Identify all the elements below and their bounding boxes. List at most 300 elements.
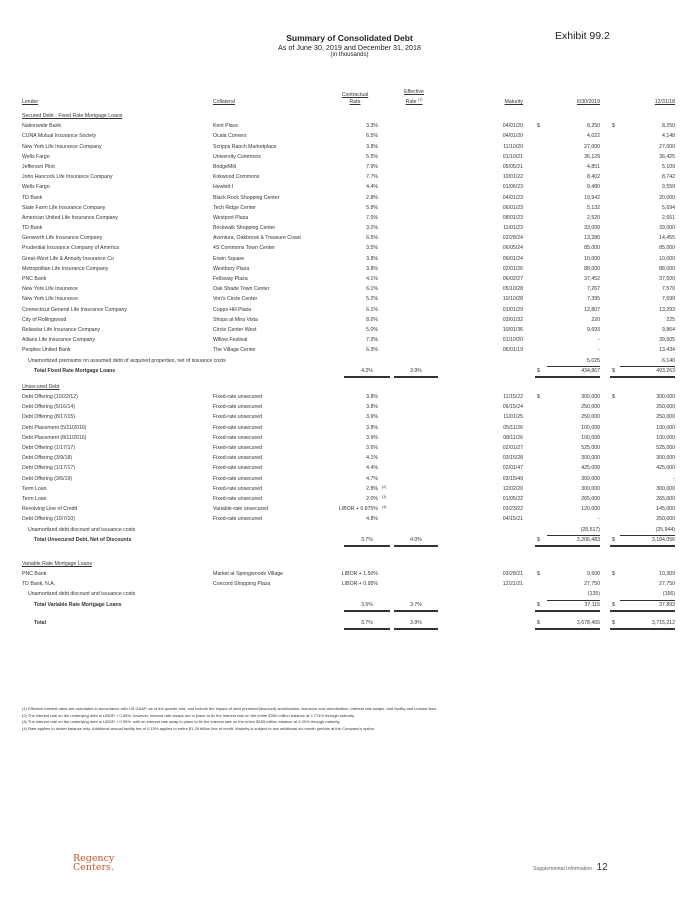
value-2019-cell: 300,000 [581,485,600,492]
value-2018-cell: 225 [666,316,675,323]
rate-cell: 5.2% [366,296,378,303]
maturity-cell: 01/10/20 [502,337,523,344]
collateral-cell: Aventura, Oakbrook & Treasure Coast [213,235,301,242]
collateral-cell: Concord Shopping Plaza [213,581,271,588]
table-row [22,569,677,579]
value-2019-cell: - [598,347,600,354]
value-2019-cell: 5,132 [587,204,600,211]
lender-cell: Genworth Life Insurance Company [22,235,103,242]
rate-cell: 7.3% [366,337,378,344]
collateral-cell: Brickwalk Shopping Center [213,225,276,232]
table-row [22,193,677,203]
table-row [22,162,677,172]
rate-cell: 6.1% [366,286,378,293]
collateral-cell: Westport Plaza [213,214,249,221]
lender-cell: City of Rollingwood [22,316,67,323]
value-2018-cell: 36,425 [659,153,675,160]
table-row [22,484,677,494]
lender-cell: Allianz Life Insurance Company [22,337,95,344]
value-2019-cell: 27,750 [584,581,600,588]
value-2018-cell: 145,000 [656,506,675,513]
adjustment-2018: 6,140 [620,356,675,367]
value-2019-cell: 36,129 [584,153,600,160]
dollar-sign: $ [612,367,615,374]
lender-cell: Revolving Line of Credit [22,506,78,513]
maturity-cell: 01/06/23 [502,184,523,191]
value-2019-cell: 220 [591,316,600,323]
collateral-cell: Fixed-rate unsecured [213,404,263,411]
header-effective-note: (1) [418,97,423,102]
value-2019-cell: 13,280 [584,235,600,242]
header-lender: Lender [22,99,39,105]
total-2019: 434,867 [535,366,600,378]
grand-total-2019: 3,678,465 [535,618,600,630]
value-2019-cell: 8,250 [587,123,600,130]
total-label: Total Fixed Rate Mortgage Loans [34,367,116,374]
dollar-sign: $ [537,571,540,578]
total-2018: 3,184,056 [610,535,675,547]
section-heading: Unsecured Debt [22,383,60,390]
maturity-cell: 09/01/24 [502,255,523,262]
table-row [22,213,677,223]
header-2018: 12/31/18 [654,99,675,105]
lender-cell: TD Bank [22,194,43,201]
collateral-cell: Fixed-rate unsecured [213,475,263,482]
value-2019-cell: - [598,516,600,523]
rate-cell: 4.1% [366,455,378,462]
maturity-cell: 11/10/20 [503,143,523,150]
maturity-cell: 06/01/19 [502,347,523,354]
lender-cell: American United Life Insurance Company [22,214,119,221]
maturity-cell: 11/01/25 [503,414,523,421]
lender-cell: Reliastar Life Insurance Company [22,326,101,333]
rate-cell: 5.8% [366,204,378,211]
page-label: Supplemental Information [533,866,593,872]
value-2019-cell: 10,000 [584,255,600,262]
adjustment-row [22,356,677,366]
table-row [22,182,677,192]
collateral-cell: Black Rock Shopping Center [213,194,280,201]
value-2019-cell: 88,000 [584,265,600,272]
table-row [22,121,677,131]
lender-cell: TD Bank [22,225,43,232]
dollar-sign: $ [612,536,615,543]
grand-total-effective-rate: 3.9% [394,618,438,630]
rate-cell: 3.5% [366,245,378,252]
value-2019-cell: 19,942 [584,194,600,201]
collateral-cell: Fixed-rate unsecured [213,495,263,502]
footnote: (3) The interest rate on the underlying debt is LIBOR + 0.95%, with an interest rate swap in place to fix the interest rate on the entire $265 million balance at 2.00% through maturity. [22,719,341,724]
value-2019-cell: 7,267 [587,286,600,293]
rate-cell: 3.8% [366,265,378,272]
table-row [22,274,677,284]
table-row [22,494,677,504]
collateral-cell: Shops at Mira Vista [213,316,258,323]
value-2018-cell: 39,505 [659,337,675,344]
maturity-cell: 01/01/29 [502,306,523,313]
lender-cell: New York Life Insurance [22,286,78,293]
section-heading: Variable Rate Mortgage Loans [22,560,92,567]
adjustment-2019: (135) [547,589,600,600]
lender-cell: State Farm Life Insurance Company [22,204,106,211]
table-row [22,142,677,152]
lender-cell: Debt Offering (3/6/19) [22,475,73,482]
lender-cell: New York Life Insurance [22,296,78,303]
value-2018-cell: 13,434 [659,347,675,354]
lender-cell: Debt Offering (8/17/15) [22,414,75,421]
lender-cell: Wells Fargo [22,153,50,160]
dollar-sign: $ [537,601,540,608]
collateral-cell: Erwin Square [213,255,245,262]
value-2018-cell: 20,000 [659,194,675,201]
table-row [22,315,677,325]
rate-cell: 3.6% [366,445,378,451]
lender-cell: John Hancock Life Insurance Company [22,174,113,181]
value-2019-cell: 120,000 [581,506,600,513]
maturity-cell: 02/01/47 [502,465,523,472]
maturity-cell: 02/01/26 [502,265,523,272]
value-2018-cell: 100,000 [656,434,675,441]
total-row [22,366,677,376]
lender-cell: Connecticut General Life Insurance Company [22,306,127,313]
lender-cell: Jefferson Pilot [22,163,55,170]
value-2018-cell: 8,250 [662,123,675,130]
lender-cell: Metropolitan Life Insurance Company [22,265,109,272]
value-2019-cell: 300,000 [581,455,600,462]
maturity-cell: 11/01/23 [503,225,523,232]
rate-cell: 3.8% [366,424,378,431]
rate-cell: 4.1% [366,276,378,282]
section-title [22,111,677,121]
value-2019-cell: 4,022 [587,133,600,140]
table-row [22,203,677,213]
header-effective-line1: Effective [404,89,424,96]
footnote-ref: (3) [382,494,387,499]
collateral-cell: Kent Place [213,123,239,130]
value-2019-cell: 4,851 [587,163,600,170]
collateral-cell: Variable-rate unsecured [213,506,268,513]
table-row [22,335,677,345]
lender-cell: Debt Offering (5/16/14) [22,404,75,411]
rate-cell: 5.0% [366,326,378,333]
table-row [22,514,677,524]
adjustment-row [22,589,677,599]
value-2018-cell: 2,651 [662,214,675,221]
maturity-cell: 06/01/23 [502,204,523,211]
rate-cell: 6.5% [366,133,378,140]
table-row [22,412,677,422]
dollar-sign: $ [537,394,540,401]
total-2018: 37,893 [610,600,675,612]
table-row [22,463,677,473]
header-effective-rate [393,89,435,106]
header-contractual-line2: Rate [349,99,361,105]
rate-cell: 3.8% [366,394,378,401]
lender-cell: Great-West Life & Annuity Insurance Co [22,255,114,262]
value-2018-cell: 250,000 [656,404,675,411]
table-row [22,305,677,315]
collateral-cell: The Village Center [213,347,256,354]
value-2018-cell: 300,000 [656,394,675,401]
maturity-cell: 02/28/24 [502,235,523,242]
value-2019-cell: 12,807 [584,306,600,313]
table-row [22,345,677,355]
value-2019-cell: 525,000 [581,445,600,451]
value-2019-cell: 7,395 [587,296,600,303]
collateral-cell: Fixed-rate unsecured [213,434,263,441]
collateral-cell: 4S Commons Town Center [213,245,275,252]
maturity-cell: 03/15/28 [502,455,523,462]
lender-cell: Nationwide Bank [22,123,61,130]
value-2019-cell: - [598,337,600,344]
maturity-cell: 08/01/23 [502,214,523,221]
collateral-cell: Westbury Plaza [213,265,250,272]
maturity-cell: 01/10/21 [502,153,523,160]
collateral-cell: Oak Shade Town Center [213,286,270,293]
total-2019: 3,206,483 [535,535,600,547]
section-title [22,559,677,569]
collateral-cell: Fixed-rate unsecured [213,424,263,431]
collateral-cell: Kirkwood Commons [213,174,260,181]
value-2018-cell: 300,000 [656,485,675,492]
logo-line1: Regency [73,853,115,864]
maturity-cell: 06/05/24 [502,245,523,252]
rate-cell: 5.5% [366,153,378,160]
footnote-ref: (2) [382,484,387,489]
debt-table [22,84,677,628]
rate-cell: 3.3% [366,123,378,130]
dollar-sign: $ [537,367,540,374]
value-2018-cell: 300,000 [656,455,675,462]
maturity-cell: 04/01/23 [502,194,523,201]
collateral-cell: Fixed-rate unsecured [213,414,263,421]
logo-line2: Centers. [73,862,114,873]
section-title [22,382,677,392]
table-row [22,443,677,453]
table-row [22,453,677,463]
value-2018-cell: 5,694 [662,204,675,211]
collateral-cell: Ocala Corners [213,133,247,140]
dollar-sign: $ [612,619,615,626]
rate-cell: 3.8% [366,255,378,262]
header-2019: 6/30/2019 [576,99,600,105]
rate-cell: 6.3% [366,347,378,354]
collateral-cell: Von's Circle Center [213,296,258,303]
maturity-cell: 10/01/36 [502,326,523,333]
value-2018-cell: 265,000 [656,495,675,502]
maturity-cell: 05/10/28 [502,286,523,293]
lender-cell: Wells Fargo [22,184,50,191]
maturity-cell: 10/01/22 [502,174,523,181]
lender-cell: PNC Bank [22,571,47,578]
table-row [22,294,677,304]
footnote: (1) Effective interest rates are calculated in accordance with US GAAP, as of the quarter end, and include the impact of debt premium/(discount) amortization, issuance cost amortization, interest rate swaps, and facility and unused fees. [22,706,438,711]
lender-cell: Debt Offering (10/22/12) [22,394,78,401]
maturity-cell: 06/02/27 [502,276,523,282]
value-2018-cell: 250,000 [656,414,675,421]
lender-cell: Term Loan [22,495,47,502]
value-2019-cell: 85,000 [584,245,600,252]
page-number: 12 [596,862,608,873]
table-row [22,325,677,335]
value-2019-cell: 2,520 [587,214,600,221]
value-2018-cell: 10,000 [659,255,675,262]
rate-cell: 3.2% [366,225,378,232]
header-collateral: Collateral [213,99,235,105]
collateral-cell: University Commons [213,153,261,160]
footnote: (2) The interest rate on the underlying debt is LIBOR + 0.95%; however, interest rate swaps are in place to fix the interest rate on the entire $300 million balance at 2.774% through maturity. [22,712,355,718]
total-rate: 4.2% [344,366,390,378]
value-2018-cell: 5,109 [662,163,675,170]
total-effective-rate: 3.9% [394,366,438,378]
maturity-cell: 04/01/20 [502,133,523,140]
adjustment-2018: (166) [620,589,675,600]
grand-total-2018: 3,715,212 [610,618,675,630]
table-row [22,284,677,294]
value-2018-cell: 37,500 [659,276,675,282]
adjustment-2019: (28,517) [547,525,600,536]
dollar-sign: $ [612,571,615,578]
value-2019-cell: 100,000 [581,434,600,441]
lender-cell: Debt Offering (1/17/17) [22,445,75,451]
total-row [22,535,677,545]
table-body [22,111,677,628]
rate-cell: 8.0% [366,316,378,323]
value-2019-cell: 27,000 [584,143,600,150]
table-row [22,233,677,243]
table-row [22,504,677,514]
value-2019-cell: 100,000 [581,424,600,431]
lender-cell: PNC Bank [22,276,47,282]
section-heading: Secured Debt - Fixed Rate Mortgage Loans [22,113,123,119]
value-2018-cell: 7,570 [662,286,675,293]
total-2019: 37,115 [535,600,600,612]
maturity-cell: 05/05/21 [502,163,523,170]
table-header [22,84,677,106]
table-row [22,172,677,182]
table-row [22,392,677,402]
maturity-cell: 03/28/21 [502,571,523,578]
lender-cell: Term Loan [22,485,47,492]
value-2018-cell: 250,000 [656,516,675,523]
rate-cell: 2.0% [366,495,378,502]
value-2018-cell: 7,699 [662,296,675,303]
total-label: Total Variable Rate Mortgage Loans [34,601,122,608]
maturity-cell: 11/15/22 [503,394,523,401]
rate-cell: 7.7% [366,174,378,181]
value-2018-cell: 100,000 [656,424,675,431]
lender-cell: Debt Offering (10/7/10) [22,516,75,523]
lender-cell: Debt Placement (8/11/2016) [22,434,87,441]
grand-total-label: Total [34,619,47,626]
value-2018-cell: - [673,475,675,482]
table-row [22,243,677,253]
collateral-cell: Hewlett I [213,184,234,191]
lender-cell: Prudential Insurance Company of America [22,245,120,252]
value-2019-cell: 300,000 [581,394,600,401]
maturity-cell: 10/10/28 [502,296,523,303]
total-effective-rate: 3.7% [394,600,438,612]
table-row [22,474,677,484]
maturity-cell: 03/01/32 [502,316,523,323]
maturity-cell: 12/02/20 [502,485,523,492]
rate-cell: 7.9% [366,163,378,170]
lender-cell: Debt Placement (5/11/2016) [22,424,87,431]
lender-cell: CUNA Mutual Insurance Society [22,133,97,140]
value-2018-cell: 85,000 [659,245,675,252]
maturity-cell: 12/21/21 [502,581,523,588]
collateral-cell: Fixed-rate unsecured [213,394,263,401]
rate-cell: 4.7% [366,475,378,482]
collateral-cell: Copps Hill Plaza [213,306,252,313]
lender-cell: Debt Offering (1/17/17) [22,465,75,472]
collateral-cell: Fixed-rate unsecured [213,465,263,472]
value-2019-cell: 8,402 [587,174,600,181]
total-label: Total Unsecured Debt, Net of Discounts [34,536,132,543]
dollar-sign: $ [537,536,540,543]
company-logo [73,854,114,872]
value-2019-cell: 250,000 [581,414,600,421]
rate-cell: LIBOR + 0.875% [338,506,378,513]
collateral-cell: Fixed-rate unsecured [213,516,263,523]
dollar-sign: $ [537,619,540,626]
collateral-cell: Scripps Ranch Marketplace [213,143,277,150]
value-2018-cell: 525,000 [656,445,675,451]
adjustment-label: Unamortized debt discount and issuance costs [28,591,136,598]
adjustment-2019: 5,025 [547,356,600,367]
footnotes [22,706,662,732]
total-rate: 3.7% [344,535,390,547]
maturity-cell: 03/23/22 [502,506,523,513]
rate-cell: 3.9% [366,414,378,421]
table-row [22,223,677,233]
maturity-cell: 08/11/26 [503,434,523,441]
rate-cell: 3.9% [366,434,378,441]
value-2019-cell: 425,000 [581,465,600,472]
table-row [22,254,677,264]
dollar-sign: $ [612,394,615,401]
table-row [22,423,677,433]
value-2018-cell: 88,000 [659,265,675,272]
value-2019-cell: 300,000 [581,475,600,482]
units-note: (in thousands) [330,52,369,58]
header-maturity: Maturity [504,99,523,105]
header-contractual-line1: Contractual [341,92,369,98]
value-2018-cell: 425,000 [656,465,675,472]
value-2018-cell: 9,864 [662,326,675,333]
lender-cell: New York Life Insurance Company [22,143,102,150]
table-row [22,152,677,162]
collateral-cell: Fixed-rate unsecured [213,445,263,451]
grand-total-row [22,618,677,628]
table-row [22,402,677,412]
value-2019-cell: 265,000 [581,495,600,502]
lender-cell: Debt Offering (3/9/18) [22,455,73,462]
page-subtitle: As of June 30, 2019 and December 31, 2018 [277,43,422,52]
collateral-cell: Willow Festival [213,337,248,344]
maturity-cell: 01/05/22 [502,495,523,502]
adjustment-2018: (25,944) [620,525,675,536]
value-2018-cell: 9,559 [662,184,675,191]
page-title: Summary of Consolidated Debt [286,33,413,43]
value-2018-cell: 13,293 [659,306,675,313]
total-effective-rate: 4.0% [394,535,438,547]
collateral-cell: Circle Center West [213,326,257,333]
collateral-cell: Fixed-rate unsecured [213,485,263,492]
collateral-cell: BridgeMill [213,163,236,170]
value-2018-cell: 33,000 [659,225,675,232]
table-row [22,579,677,589]
